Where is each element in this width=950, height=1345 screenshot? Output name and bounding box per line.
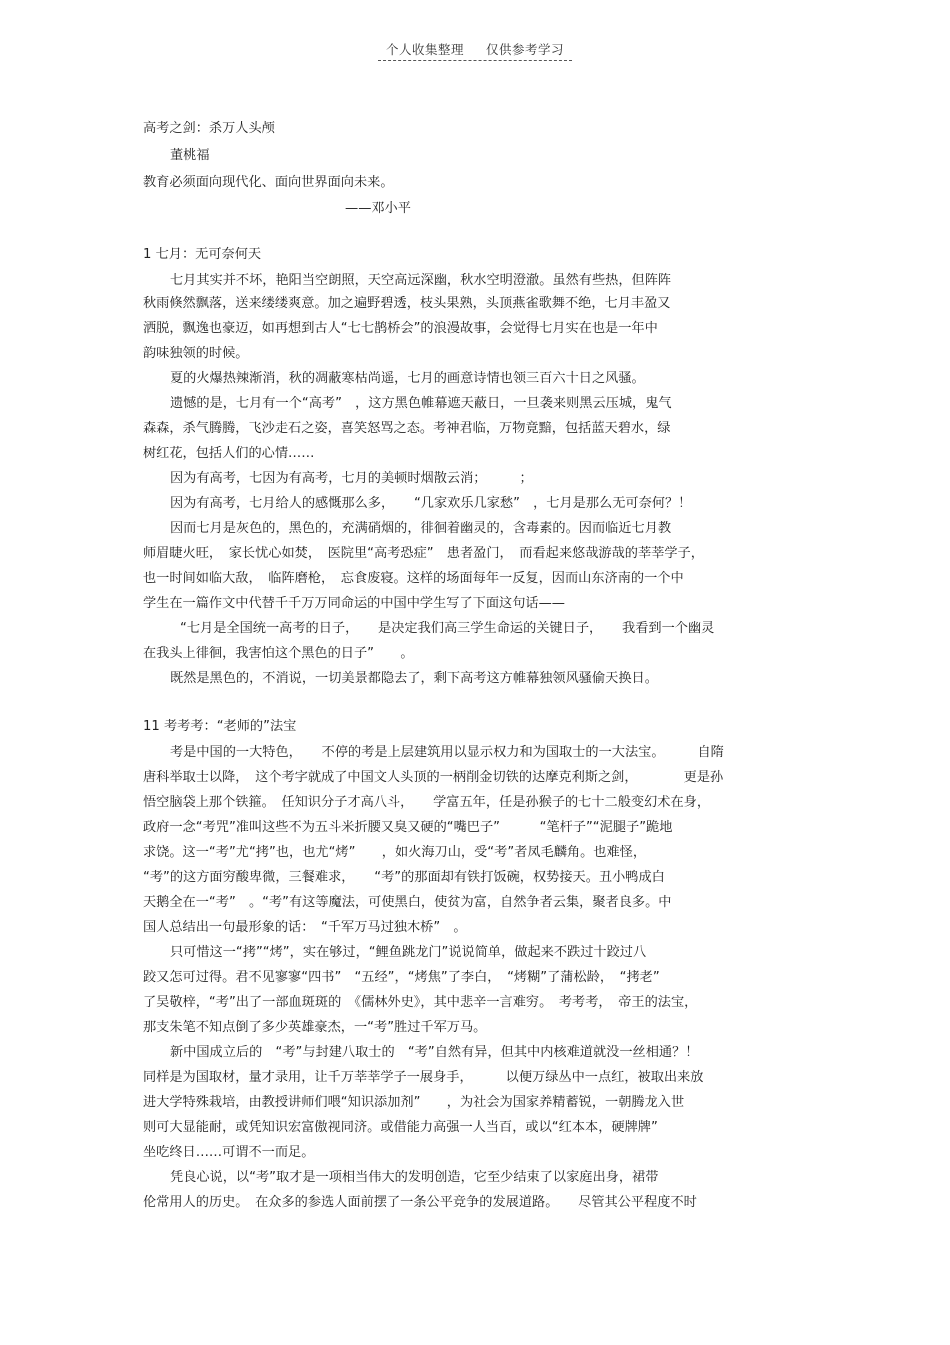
paragraph-line: 树红花，包括人们的心情…… [143, 446, 315, 461]
section-heading: 11 考考考：“老师的”法宝 [143, 719, 297, 734]
paragraph-line: 因为有高考，七因为有高考，七月的美顿时烟散云消； ； [170, 471, 533, 486]
paragraph-line: 在我头上徘徊，我害怕这个黑色的日子” 。 [143, 646, 414, 661]
header-left: 个人收集整理 [385, 42, 464, 57]
epigraph-attribution: ——邓小平 [345, 201, 411, 216]
paragraph-line: 洒脱，飘逸也豪迈，如再想到古人“七七鹊桥会”的浪漫故事，会觉得七月实在也是一年中 [143, 321, 658, 336]
paragraph-line: 学生在一篇作文中代替千千万万同命运的中国中学生写了下面这句话—— [143, 596, 565, 611]
paragraph-line: 因为有高考，七月给人的感慨那么多， “几家欢乐几家愁” ，七月是那么无可奈何？！ [170, 496, 692, 511]
paragraph-line: 进大学特殊栽培，由教授讲师们喂“知识添加剂” ，为社会为国家养精蓄锐，一朝腾龙入世 [143, 1095, 685, 1110]
paragraph-line: 求饶。这一“考”尤“拷”也，也尤“烤” ，如火海刀山，受“考”者凤毛麟角。也难怪， [143, 845, 647, 860]
header-text [378, 40, 572, 61]
paragraph-line: 韵味独领的时候。 [143, 346, 249, 361]
header-right: 仅供参考学习 [486, 42, 565, 57]
paragraph-line: 那支朱笔不知点倒了多少英雄豪杰，一“考”胜过千军万马。 [143, 1020, 487, 1035]
paragraph-line: 天鹅全在一“考” 。“考”有这等魔法，可使黑白，使贫为富，自然争者云集，聚者良多。中 [143, 895, 672, 910]
paragraph-line: 政府一念“考咒”准叫这些不为五斗米折腰又臭又硬的“嘴巴子” “笔杆子”“泥腿子”跪地 [143, 820, 673, 835]
paragraph-line: 七月其实并不坏，艳阳当空朗照，天空高远深幽，秋水空明澄澈。虽然有些热，但阵阵 [170, 273, 672, 288]
paragraph-line: 坐吃终日……可谓不一而足。 [143, 1145, 315, 1160]
paragraph-line: 跤又怎可过得。君不见寥寥“四书” “五经”，“烤焦”了李白， “烤糊”了蒲松龄， “拷老” [143, 970, 660, 985]
epigraph: 教育必须面向现代化、面向世界面向未来。 [143, 175, 394, 190]
paragraph-line: 则可大显能耐，或凭知识宏富傲视同济。或借能力高强一人当百，或以“红本本，硬牌牌” [143, 1120, 658, 1135]
paragraph-line: 因而七月是灰色的，黑色的，充满硝烟的，徘徊着幽灵的，含毒素的。因而临近七月教 [170, 521, 672, 536]
paragraph-line: 国人总结出一句最形象的话： “千军万马过独木桥” 。 [143, 920, 467, 935]
paragraph-line: 伦常用人的历史。 在众多的参选人面前摆了一条公平竞争的发展道路。 尽管其公平程度不时 [143, 1195, 697, 1210]
paragraph-line: 遗憾的是，七月有一个“高考” ，这方黑色帷幕遮天蔽日，一旦袭来则黑云压城，鬼气 [170, 396, 672, 411]
paragraph-line: 新中国成立后的 “考”与封建八取士的 “考”自然有异，但其中内核难道就没一丝相通？！ [170, 1045, 699, 1060]
paragraph-line: 森森，杀气腾腾，飞沙走石之姿，喜笑怒骂之态。考神君临，万物竟黯，包括蓝天碧水，绿 [143, 421, 671, 436]
page-header [0, 40, 950, 61]
article-title: 高考之剑：杀万人头颅 [143, 121, 275, 136]
author-name: 董桃福 [170, 148, 210, 163]
paragraph-line: 凭良心说，以“考”取才是一项相当伟大的发明创造，它至少结束了以家庭出身，裙带 [170, 1170, 659, 1185]
paragraph-line: 师眉睫火旺， 家长忧心如焚， 医院里“高考恐症” 患者盈门， 而看起来悠哉游哉的莘莘学子， [143, 546, 704, 561]
section-heading: 1 七月：无可奈何天 [143, 247, 262, 262]
paragraph-line: 了吴敬梓，“考”出了一部血斑斑的 《儒林外史》，其中悲辛一言难穷。 考考考， 帝王的法宝， [143, 995, 698, 1010]
paragraph-line: 夏的火爆热辣渐消，秋的凋蔽寒枯尚遥，七月的画意诗情也领三百六十日之风骚。 [170, 371, 645, 386]
paragraph-line: 唐科举取士以降， 这个考字就成了中国文人头顶的一柄削金切铁的达摩克利斯之剑， 更是孙 [143, 770, 724, 785]
paragraph-line: 悟空脑袋上那个铁箍。 任知识分子才高八斗， 学富五年，任是孙猴子的七十二般变幻术在身， [143, 795, 711, 810]
paragraph-line: “考”的这方面穷酸卑微，三餐难求， “考”的那面却有铁打饭碗，权势接天。丑小鸭成白 [143, 870, 665, 885]
paragraph-line: 既然是黑色的，不消说，一切美景都隐去了，剩下高考这方帷幕独领风骚偷天换日。 [170, 671, 658, 686]
paragraph-line: 只可惜这一“拷”“烤”，实在够过，“鲤鱼跳龙门”说说简单，做起来不跌过十跤过八 [170, 945, 647, 960]
paragraph-line: 秋雨倏然飘落，送来缕缕爽意。加之遍野碧透，枝头果熟，头顶燕雀歌舞不绝，七月丰盈又 [143, 296, 671, 311]
paragraph-line: 也一时间如临大敌， 临阵磨枪， 忘食废寝。这样的场面每年一反复，因而山东济南的一个中 [143, 571, 684, 586]
paragraph-line: “七月是全国统一高考的日子， 是决定我们高三学生命运的关键日子， 我看到一个幽灵 [180, 621, 715, 636]
paragraph-line: 同样是为国取材，量才录用，让千万莘莘学子一展身手， 以便万绿丛中一点红，被取出来放 [143, 1070, 704, 1085]
paragraph-line: 考是中国的一大特色， 不停的考是上层建筑用以显示权力和为国取士的一大法宝。 自隋 [170, 745, 724, 760]
